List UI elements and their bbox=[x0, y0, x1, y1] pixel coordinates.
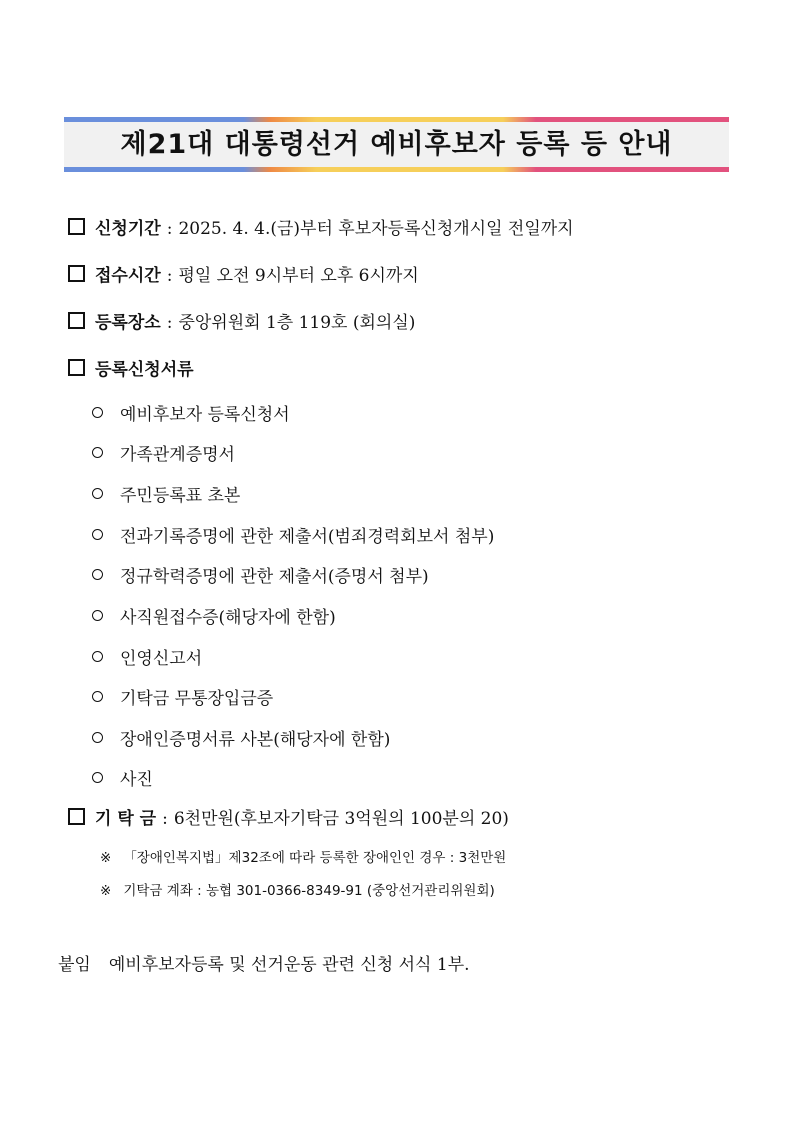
circle-bullet-icon bbox=[92, 569, 103, 580]
circle-bullet-icon bbox=[92, 488, 103, 499]
attachment-text: 예비후보자등록 및 선거운동 관련 신청 서식 1부. bbox=[108, 955, 470, 975]
document-list-item: 사진 bbox=[92, 765, 153, 790]
circle-bullet-icon bbox=[92, 732, 103, 743]
section-value: 평일 오전 9시부터 오후 6시까지 bbox=[178, 266, 419, 286]
title-band bbox=[64, 117, 729, 172]
circle-bullet-icon bbox=[92, 407, 103, 418]
checkbox-square-icon bbox=[68, 312, 85, 329]
document-list-item: 가족관계증명서 bbox=[92, 440, 235, 465]
document-list-item: 주민등록표 초본 bbox=[92, 481, 240, 506]
section-hours bbox=[68, 261, 419, 286]
section-label: 접수시간 bbox=[95, 266, 161, 286]
reference-mark-icon: ※ bbox=[100, 850, 112, 866]
document-list-item: 정규학력증명에 관한 제출서(증명서 첨부) bbox=[92, 562, 429, 587]
separator: : bbox=[162, 809, 168, 829]
section-value: 2025. 4. 4.(금)부터 후보자등록신청개시일 전일까지 bbox=[178, 219, 574, 239]
deposit-note: ※ 기탁금 계좌 : 농협 301-0366-8349-91 (중앙선거관리위원회) bbox=[100, 883, 495, 899]
circle-bullet-icon bbox=[92, 529, 103, 540]
circle-bullet-icon bbox=[92, 447, 103, 458]
circle-bullet-icon bbox=[92, 772, 103, 783]
separator: : bbox=[166, 266, 173, 286]
title-band-bottom-stripe bbox=[64, 167, 729, 172]
circle-bullet-icon bbox=[92, 691, 103, 702]
section-label: 기 탁 금 bbox=[95, 809, 157, 829]
checkbox-square-icon bbox=[68, 359, 85, 376]
section-label: 등록신청서류 bbox=[95, 360, 194, 380]
checkbox-square-icon bbox=[68, 265, 85, 282]
document-list-item: 예비후보자 등록신청서 bbox=[92, 400, 290, 425]
attachment-label: 붙임 bbox=[58, 955, 91, 975]
section-period bbox=[68, 214, 574, 239]
section-label: 등록장소 bbox=[95, 313, 161, 333]
checkbox-square-icon bbox=[68, 808, 85, 825]
reference-mark-icon: ※ bbox=[100, 883, 112, 899]
attachment-line bbox=[58, 950, 470, 975]
document-title: 제21대 대통령선거 예비후보자 등록 등 안내 bbox=[120, 129, 673, 160]
section-value: 6천만원(후보자기탁금 3억원의 100분의 20) bbox=[173, 809, 509, 829]
deposit-note: ※ 「장애인복지법」제32조에 따라 등록한 장애인인 경우 : 3천만원 bbox=[100, 850, 507, 866]
separator: : bbox=[166, 219, 173, 239]
document-list-item: 기탁금 무통장입금증 bbox=[92, 684, 273, 709]
section-label: 신청기간 bbox=[95, 219, 161, 239]
document-list-item: 사직원접수증(해당자에 한함) bbox=[92, 603, 336, 628]
checkbox-square-icon bbox=[68, 218, 85, 235]
separator: : bbox=[166, 313, 173, 333]
section-value: 중앙위원회 1층 119호 (회의실) bbox=[178, 313, 416, 333]
circle-bullet-icon bbox=[92, 610, 103, 621]
section-documents bbox=[68, 355, 194, 380]
document-list-item: 전과기록증명에 관한 제출서(범죄경력회보서 첨부) bbox=[92, 522, 494, 547]
circle-bullet-icon bbox=[92, 651, 103, 662]
document-list-item: 인영신고서 bbox=[92, 644, 202, 669]
section-deposit bbox=[68, 804, 509, 829]
document-list-item: 장애인증명서류 사본(해당자에 한함) bbox=[92, 725, 390, 750]
section-place bbox=[68, 308, 415, 333]
